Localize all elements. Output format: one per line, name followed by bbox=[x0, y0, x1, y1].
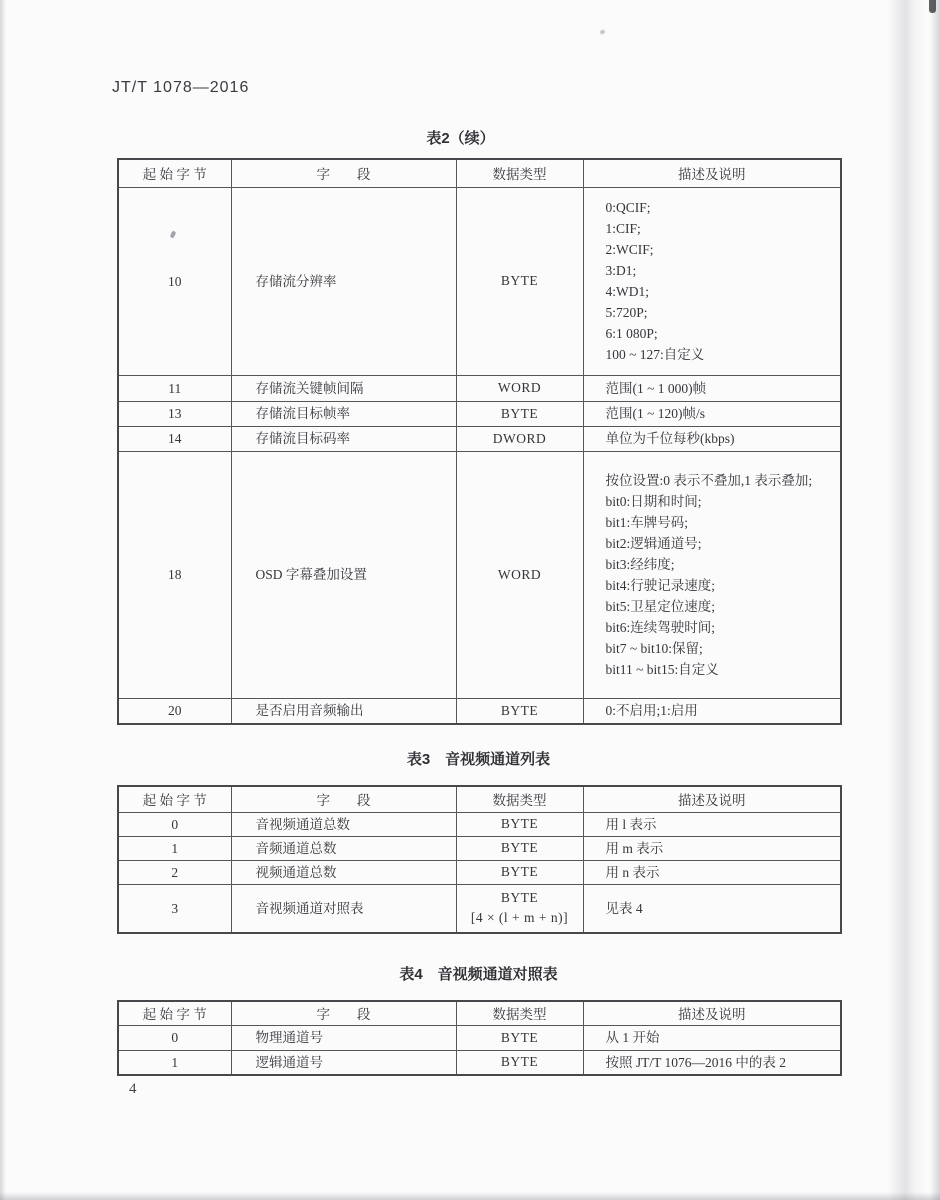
cell-start-byte bbox=[118, 884, 231, 933]
cell-data-type-line: [4 × (l + m + n)] bbox=[470, 910, 569, 926]
cell-start-byte-line: 18 bbox=[168, 567, 182, 582]
cell-description-line: 0:不启用;1:启用 bbox=[605, 703, 698, 719]
table-row bbox=[118, 426, 841, 451]
cell-start-byte bbox=[118, 1025, 231, 1050]
table-row bbox=[118, 375, 841, 401]
cell-description bbox=[583, 401, 841, 426]
table4-av-channel-mapping bbox=[117, 1000, 842, 1076]
cell-field bbox=[231, 426, 456, 451]
cell-field-line: 逻辑通道号 bbox=[255, 1054, 323, 1070]
cell-description-line: 范围(1 ~ 120)帧/s bbox=[605, 406, 706, 421]
cell-description bbox=[583, 187, 841, 375]
table-row bbox=[118, 836, 841, 860]
column-header: 起 始 字 节 bbox=[118, 786, 231, 812]
cell-start-byte-line: 3 bbox=[171, 900, 179, 916]
cell-start-byte bbox=[118, 401, 231, 426]
table2-caption: 表2（续） bbox=[426, 130, 495, 147]
cell-data-type-line: BYTE bbox=[500, 840, 539, 855]
table2-continued bbox=[117, 158, 842, 725]
cell-data-type bbox=[456, 401, 583, 426]
cell-data-type bbox=[456, 698, 583, 724]
cell-data-type bbox=[456, 884, 583, 933]
cell-description bbox=[583, 812, 841, 836]
page-number: 4 bbox=[129, 1081, 137, 1097]
cell-description-line: 单位为千位每秒(kbps) bbox=[605, 431, 735, 446]
cell-start-byte bbox=[118, 451, 231, 698]
cell-start-byte bbox=[118, 836, 231, 860]
cell-field bbox=[231, 1025, 456, 1050]
cell-field-line: 存储流关键帧间隔 bbox=[255, 380, 364, 396]
table-row bbox=[118, 860, 841, 884]
table3-av-channel-list bbox=[117, 785, 842, 934]
column-header: 起 始 字 节 bbox=[118, 159, 231, 187]
table3-caption: 表3 音视频通道列表 bbox=[406, 751, 551, 768]
column-header: 数据类型 bbox=[456, 159, 583, 187]
scan-edge-left bbox=[0, 0, 6, 1200]
cell-field bbox=[231, 375, 456, 401]
scan-artifact bbox=[599, 29, 605, 35]
cell-description-line: 1:CIF; bbox=[605, 221, 641, 236]
column-header: 起 始 字 节 bbox=[118, 1001, 231, 1025]
cell-description bbox=[583, 375, 841, 401]
table-header-row bbox=[118, 159, 841, 187]
cell-description-line: bit1:车牌号码; bbox=[605, 514, 689, 530]
table-row bbox=[118, 1050, 841, 1075]
cell-field bbox=[231, 401, 456, 426]
cell-data-type-line: WORD bbox=[497, 380, 542, 395]
cell-description bbox=[583, 698, 841, 724]
cell-description bbox=[583, 451, 841, 698]
cell-field-line: 存储流目标码率 bbox=[255, 431, 350, 446]
cell-start-byte bbox=[118, 187, 231, 375]
cell-start-byte bbox=[118, 698, 231, 724]
cell-description-line: bit2:逻辑通道号; bbox=[605, 535, 702, 551]
cell-start-byte-line: 0 bbox=[171, 1030, 179, 1045]
cell-field bbox=[231, 698, 456, 724]
cell-field-line: 物理通道号 bbox=[255, 1030, 323, 1045]
cell-field bbox=[231, 187, 456, 375]
cell-data-type-line: DWORD bbox=[492, 430, 547, 446]
cell-field-line: 音视频通道总数 bbox=[255, 816, 350, 832]
cell-data-type-line: BYTE bbox=[500, 816, 539, 831]
cell-description bbox=[583, 426, 841, 451]
cell-field-line: 音频通道总数 bbox=[255, 840, 337, 856]
cell-data-type bbox=[456, 812, 583, 836]
cell-data-type-line: BYTE bbox=[500, 1054, 539, 1070]
cell-description-line: 按位设置:0 表示不叠加,1 表示叠加; bbox=[605, 472, 813, 488]
cell-field-line: 视频通道总数 bbox=[255, 864, 337, 880]
cell-start-byte-line: 13 bbox=[168, 406, 182, 421]
cell-start-byte bbox=[118, 375, 231, 401]
cell-description-line: 见表 4 bbox=[605, 900, 643, 916]
column-header: 描述及说明 bbox=[583, 159, 841, 187]
cell-description-line: 5:720P; bbox=[605, 305, 648, 320]
cell-description bbox=[583, 836, 841, 860]
cell-description-line: bit3:经纬度; bbox=[605, 556, 675, 572]
cell-description-line: 用 l 表示 bbox=[605, 816, 657, 832]
cell-data-type-line: BYTE bbox=[500, 1029, 539, 1045]
cell-data-type-line: BYTE bbox=[500, 273, 539, 288]
table4-caption: 表4 音视频通道对照表 bbox=[399, 966, 558, 983]
cell-start-byte-line: 2 bbox=[171, 864, 179, 880]
cell-start-byte-line: 11 bbox=[168, 380, 182, 396]
table-row bbox=[118, 812, 841, 836]
cell-description-line: 2:WCIF; bbox=[605, 242, 654, 257]
column-header: 描述及说明 bbox=[583, 1001, 841, 1025]
cell-description bbox=[583, 884, 841, 933]
column-header: 字 段 bbox=[231, 159, 456, 187]
cell-field bbox=[231, 812, 456, 836]
cell-data-type bbox=[456, 375, 583, 401]
column-header: 字 段 bbox=[231, 786, 456, 812]
cell-start-byte bbox=[118, 426, 231, 451]
cell-field bbox=[231, 860, 456, 884]
cell-description-line: bit11 ~ bit15:自定义 bbox=[605, 661, 719, 677]
cell-start-byte-line: 1 bbox=[171, 840, 179, 856]
cell-data-type bbox=[456, 426, 583, 451]
cell-description-line: bit7 ~ bit10:保留; bbox=[605, 640, 703, 656]
cell-description-line: 用 m 表示 bbox=[605, 840, 664, 856]
cell-field-line: 是否启用音频输出 bbox=[255, 703, 364, 719]
cell-description-line: bit4:行驶记录速度; bbox=[605, 577, 716, 593]
cell-data-type bbox=[456, 451, 583, 698]
cell-description-line: 0:QCIF; bbox=[605, 200, 651, 215]
cell-field bbox=[231, 884, 456, 933]
cell-description bbox=[583, 1050, 841, 1075]
cell-field bbox=[231, 1050, 456, 1075]
column-header: 字 段 bbox=[231, 1001, 456, 1025]
cell-description-line: bit5:卫星定位速度; bbox=[605, 598, 716, 614]
scan-shadow-band bbox=[888, 0, 926, 1200]
table-header-row bbox=[118, 786, 841, 812]
cell-data-type-line: BYTE bbox=[500, 864, 539, 879]
table-row bbox=[118, 451, 841, 698]
column-header: 数据类型 bbox=[456, 786, 583, 812]
scan-edge-bottom bbox=[0, 1192, 940, 1200]
cell-description-line: 按照 JT/T 1076—2016 中的表 2 bbox=[605, 1054, 787, 1070]
scan-corner-mark bbox=[929, 0, 936, 13]
cell-data-type bbox=[456, 187, 583, 375]
table-row bbox=[118, 401, 841, 426]
cell-description-line: bit0:日期和时间; bbox=[605, 493, 702, 509]
cell-start-byte-line: 14 bbox=[168, 431, 182, 446]
cell-start-byte bbox=[118, 860, 231, 884]
cell-description bbox=[583, 1025, 841, 1050]
table-header-row bbox=[118, 1001, 841, 1025]
cell-field-line: 存储流目标帧率 bbox=[255, 406, 350, 421]
cell-description-line: 范围(1 ~ 1 000)帧 bbox=[605, 380, 707, 396]
cell-data-type bbox=[456, 860, 583, 884]
table-row bbox=[118, 1025, 841, 1050]
table-row bbox=[118, 187, 841, 375]
cell-description-line: 3:D1; bbox=[605, 263, 637, 278]
cell-description-line: 6:1 080P; bbox=[605, 326, 658, 341]
cell-data-type-line: BYTE bbox=[500, 890, 539, 906]
cell-data-type bbox=[456, 1025, 583, 1050]
cell-start-byte-line: 0 bbox=[171, 816, 179, 832]
cell-data-type-line: BYTE bbox=[500, 405, 539, 421]
cell-field-line: 音视频通道对照表 bbox=[255, 900, 364, 916]
cell-data-type-line: WORD bbox=[497, 566, 542, 582]
cell-description-line: 用 n 表示 bbox=[605, 864, 660, 880]
cell-start-byte-line: 20 bbox=[168, 703, 182, 719]
cell-description-line: 100 ~ 127:自定义 bbox=[605, 347, 705, 362]
cell-field-line: 存储流分辨率 bbox=[255, 273, 337, 289]
column-header: 数据类型 bbox=[456, 1001, 583, 1025]
column-header: 描述及说明 bbox=[583, 786, 841, 812]
cell-field-line: OSD 字幕叠加设置 bbox=[255, 567, 367, 582]
cell-start-byte bbox=[118, 1050, 231, 1075]
cell-data-type bbox=[456, 836, 583, 860]
cell-field bbox=[231, 451, 456, 698]
cell-description-line: 从 1 开始 bbox=[605, 1030, 660, 1045]
cell-description-line: 4:WD1; bbox=[605, 284, 649, 299]
table-row bbox=[118, 884, 841, 933]
cell-start-byte-line: 10 bbox=[168, 273, 182, 289]
cell-field bbox=[231, 836, 456, 860]
cell-start-byte bbox=[118, 812, 231, 836]
standard-number: JT/T 1078—2016 bbox=[112, 79, 250, 96]
table-row bbox=[118, 698, 841, 724]
cell-description bbox=[583, 860, 841, 884]
cell-data-type bbox=[456, 1050, 583, 1075]
scan-edge-right bbox=[930, 0, 940, 1200]
cell-data-type-line: BYTE bbox=[500, 702, 539, 718]
cell-description-line: bit6:连续驾驶时间; bbox=[605, 619, 716, 635]
cell-start-byte-line: 1 bbox=[171, 1054, 179, 1070]
